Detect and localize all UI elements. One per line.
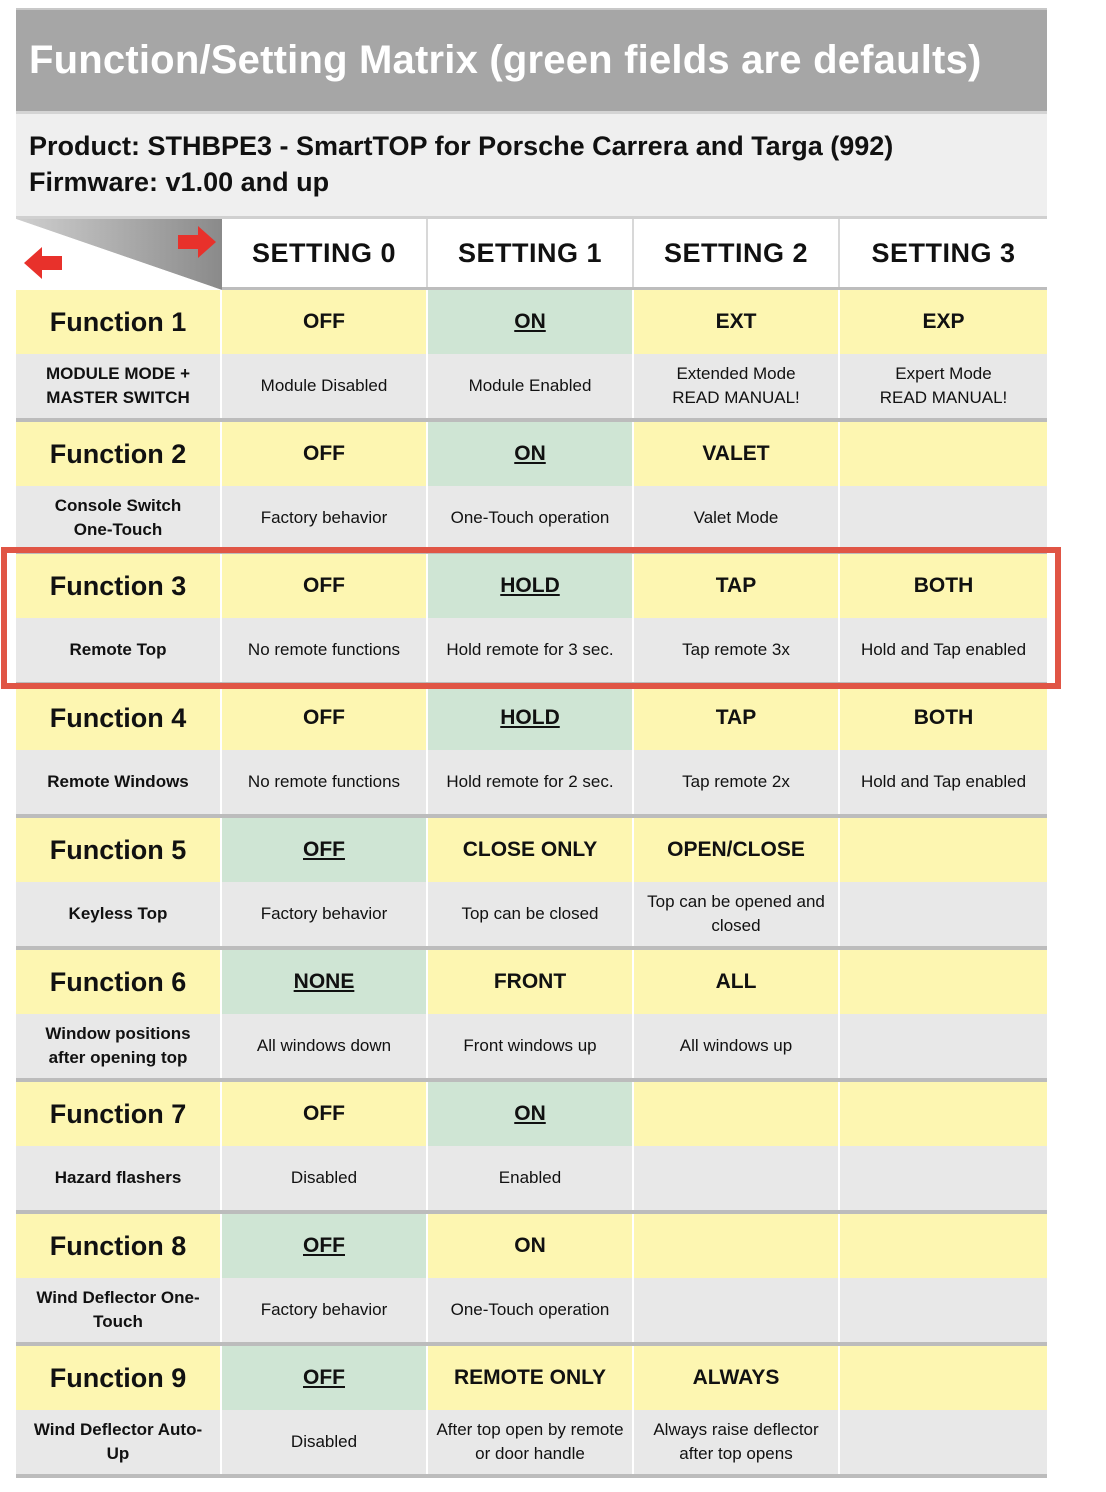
setting-3-option: BOTH (840, 686, 1047, 750)
function-label: Remote Top (16, 618, 222, 682)
setting-2-description (634, 1146, 840, 1210)
function-8-block (16, 1214, 1047, 1346)
function-label: Remote Windows (16, 750, 222, 814)
description-row (16, 1410, 1047, 1474)
setting-0-option: OFF (222, 1082, 428, 1146)
setting-0-description: All windows down (222, 1014, 428, 1078)
corner-graphic (16, 219, 222, 290)
function-9-block (16, 1346, 1047, 1478)
function-row (16, 1214, 1047, 1278)
setting-0-description: Module Disabled (222, 354, 428, 418)
description-row (16, 1014, 1047, 1078)
setting-0-option: OFF (222, 422, 428, 486)
firmware-line: Firmware: v1.00 and up (29, 167, 330, 197)
functions-body (16, 290, 1047, 1478)
setting-1-description: One-Touch operation (428, 486, 634, 550)
setting-2-option: TAP (634, 554, 840, 618)
setting-2-option: TAP (634, 686, 840, 750)
function-row (16, 686, 1047, 750)
setting-3-option (840, 1346, 1047, 1410)
function-label: Wind Deflector Auto- Up (16, 1410, 222, 1474)
setting-0-option-default: OFF (222, 1346, 428, 1410)
description-row (16, 750, 1047, 814)
setting-2-description (634, 1278, 840, 1342)
setting-1-option-default: HOLD (428, 686, 634, 750)
function-row (16, 1082, 1047, 1146)
function-label: Keyless Top (16, 882, 222, 946)
setting-2-description: Top can be opened and closed (634, 882, 840, 946)
setting-2-description: Extended Mode READ MANUAL! (634, 354, 840, 418)
setting-2-option (634, 1214, 840, 1278)
function-row (16, 950, 1047, 1014)
setting-3-option (840, 1082, 1047, 1146)
function-name: Function 7 (16, 1082, 222, 1146)
setting-0-option-default: NONE (222, 950, 428, 1014)
settings-header-row (16, 216, 1047, 290)
product-info (16, 111, 1047, 216)
setting-2-option: ALWAYS (634, 1346, 840, 1410)
function-label: Hazard flashers (16, 1146, 222, 1210)
function-5-block (16, 818, 1047, 950)
setting-3-description: Expert Mode READ MANUAL! (840, 354, 1047, 418)
function-4-block (16, 686, 1047, 818)
setting-3-description (840, 882, 1047, 946)
setting-2-option: EXT (634, 290, 840, 354)
description-row (16, 354, 1047, 418)
function-name: Function 5 (16, 818, 222, 882)
setting-1-option-default: HOLD (428, 554, 634, 618)
description-row (16, 486, 1047, 550)
function-name: Function 6 (16, 950, 222, 1014)
setting-0-description: No remote functions (222, 618, 428, 682)
function-label: Console Switch One-Touch (16, 486, 222, 550)
page-title: Function/Setting Matrix (green fields are defaults) (16, 8, 1047, 111)
function-row (16, 1346, 1047, 1410)
setting-0-option: OFF (222, 290, 428, 354)
setting-2-description: Valet Mode (634, 486, 840, 550)
setting-2-description: Tap remote 3x (634, 618, 840, 682)
setting-0-option: OFF (222, 554, 428, 618)
setting-1-description: Top can be closed (428, 882, 634, 946)
setting-3-description (840, 486, 1047, 550)
setting-0-description: No remote functions (222, 750, 428, 814)
setting-1-description: Front windows up (428, 1014, 634, 1078)
function-row (16, 554, 1047, 618)
product-line: Product: STHBPE3 - SmartTOP for Porsche Carrera and Targa (992) (29, 131, 894, 161)
function-row (16, 422, 1047, 486)
setting-2-option: VALET (634, 422, 840, 486)
function-6-block (16, 950, 1047, 1082)
setting-2-header: SETTING 2 (634, 219, 840, 287)
setting-2-description: All windows up (634, 1014, 840, 1078)
setting-3-option (840, 422, 1047, 486)
function-label: Window positions after opening top (16, 1014, 222, 1078)
setting-1-option-default: ON (428, 422, 634, 486)
setting-0-description: Disabled (222, 1146, 428, 1210)
setting-0-description: Factory behavior (222, 486, 428, 550)
setting-3-option (840, 1214, 1047, 1278)
description-row (16, 1146, 1047, 1210)
setting-1-option-default: ON (428, 290, 634, 354)
setting-3-option (840, 818, 1047, 882)
setting-1-description: Hold remote for 3 sec. (428, 618, 634, 682)
setting-3-description (840, 1014, 1047, 1078)
description-row (16, 1278, 1047, 1342)
description-row (16, 618, 1047, 682)
setting-1-description: Module Enabled (428, 354, 634, 418)
function-name: Function 4 (16, 686, 222, 750)
setting-1-description: Enabled (428, 1146, 634, 1210)
function-name: Function 1 (16, 290, 222, 354)
setting-1-option: ON (428, 1214, 634, 1278)
setting-0-option-default: OFF (222, 1214, 428, 1278)
setting-3-description (840, 1278, 1047, 1342)
function-row (16, 818, 1047, 882)
setting-2-option (634, 1082, 840, 1146)
setting-2-option: ALL (634, 950, 840, 1014)
function-7-block (16, 1082, 1047, 1214)
setting-1-option: REMOTE ONLY (428, 1346, 634, 1410)
setting-3-description: Hold and Tap enabled (840, 618, 1047, 682)
setting-1-description: After top open by remote or door handle (428, 1410, 634, 1474)
function-2-block (16, 422, 1047, 554)
setting-3-description (840, 1410, 1047, 1474)
function-label: Wind Deflector One- Touch (16, 1278, 222, 1342)
setting-2-option: OPEN/CLOSE (634, 818, 840, 882)
function-name: Function 8 (16, 1214, 222, 1278)
setting-0-description: Factory behavior (222, 1278, 428, 1342)
setting-3-option (840, 950, 1047, 1014)
setting-2-description: Tap remote 2x (634, 750, 840, 814)
setting-3-description (840, 1146, 1047, 1210)
setting-0-description: Factory behavior (222, 882, 428, 946)
setting-0-description: Disabled (222, 1410, 428, 1474)
function-3-block (16, 554, 1047, 686)
header-corner (16, 219, 222, 290)
function-name: Function 3 (16, 554, 222, 618)
function-name: Function 9 (16, 1346, 222, 1410)
function-row (16, 290, 1047, 354)
setting-1-option-default: ON (428, 1082, 634, 1146)
setting-1-header: SETTING 1 (428, 219, 634, 287)
description-row (16, 882, 1047, 946)
function-setting-matrix (16, 8, 1047, 1478)
setting-3-description: Hold and Tap enabled (840, 750, 1047, 814)
setting-2-description: Always raise deflector after top opens (634, 1410, 840, 1474)
setting-1-description: Hold remote for 2 sec. (428, 750, 634, 814)
setting-0-option: OFF (222, 686, 428, 750)
function-label: MODULE MODE + MASTER SWITCH (16, 354, 222, 418)
setting-1-option: CLOSE ONLY (428, 818, 634, 882)
setting-3-option: EXP (840, 290, 1047, 354)
function-1-block (16, 290, 1047, 422)
setting-3-header: SETTING 3 (871, 237, 1016, 268)
setting-1-option: FRONT (428, 950, 634, 1014)
setting-3-option: BOTH (840, 554, 1047, 618)
setting-0-header: SETTING 0 (222, 219, 428, 287)
setting-0-option-default: OFF (222, 818, 428, 882)
function-name: Function 2 (16, 422, 222, 486)
setting-1-description: One-Touch operation (428, 1278, 634, 1342)
